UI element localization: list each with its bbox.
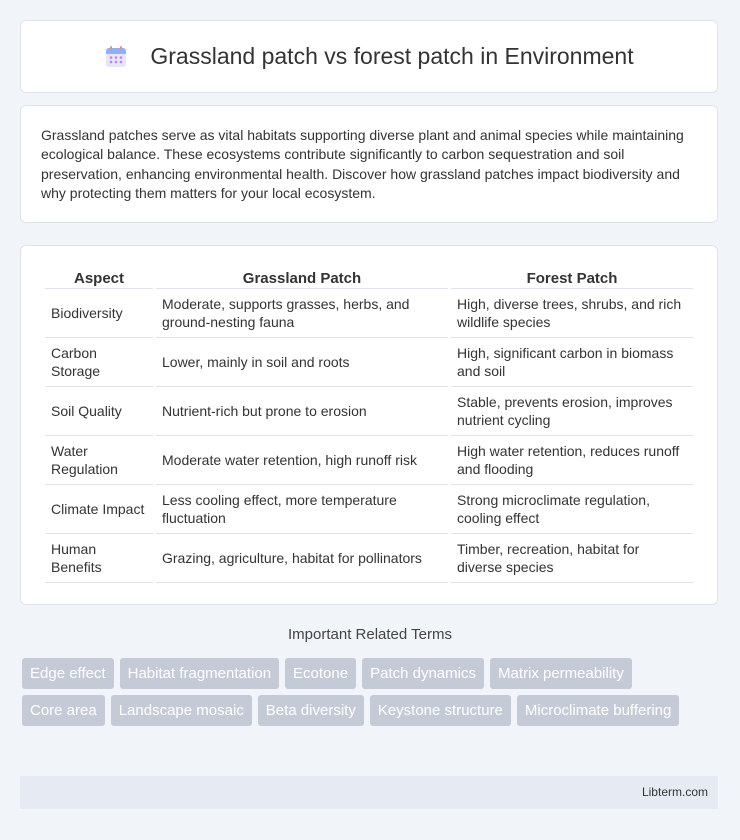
intro-text: Grassland patches serve as vital habitats supporting diverse plant and animal species while maintaining ecological balance. These ecosystems contribute significantly to carbon sequestration and soil preservation, enhancing environmental health. Discover how grassland patches impact biodiversity and why protecting them matters for your local ecosystem. [41, 127, 684, 201]
column-header-aspect: Aspect [45, 268, 153, 289]
header-card [20, 20, 718, 93]
calendar-icon [104, 45, 128, 69]
table-cell-grassland: Moderate, supports grasses, herbs, and ground-nesting fauna [156, 289, 448, 338]
column-header-grassland: Grassland Patch [156, 268, 448, 289]
table-cell-grassland: Less cooling effect, more temperature fluctuation [156, 485, 448, 534]
term-tag[interactable]: Microclimate buffering [517, 695, 679, 726]
term-tag[interactable]: Ecotone [285, 658, 356, 689]
table-cell-aspect: Climate Impact [45, 485, 153, 534]
table-cell-forest: High, significant carbon in biomass and soil [451, 338, 693, 387]
table-cell-grassland: Moderate water retention, high runoff risk [156, 436, 448, 485]
table-cell-forest: Strong microclimate regulation, cooling effect [451, 485, 693, 534]
term-tag[interactable]: Beta diversity [258, 695, 364, 726]
term-tag[interactable]: Patch dynamics [362, 658, 484, 689]
footer-site-link[interactable]: Libterm.com [641, 785, 708, 799]
table-cell-aspect: Biodiversity [45, 289, 153, 338]
table-row [45, 289, 693, 338]
table-row [45, 436, 693, 485]
comparison-table-card [20, 245, 718, 605]
table-cell-forest: High water retention, reduces runoff and flooding [451, 436, 693, 485]
table-cell-grassland: Lower, mainly in soil and roots [156, 338, 448, 387]
footer [20, 776, 718, 809]
table-cell-aspect: Water Regulation [45, 436, 153, 485]
page-title: Grassland patch vs forest patch in Environment [150, 43, 634, 69]
term-tag[interactable]: Landscape mosaic [111, 695, 252, 726]
table-cell-grassland: Nutrient-rich but prone to erosion [156, 387, 448, 436]
intro-card [20, 105, 718, 223]
table-header-row [45, 268, 693, 289]
table-row [45, 485, 693, 534]
term-tag[interactable]: Core area [22, 695, 105, 726]
table-cell-grassland: Grazing, agriculture, habitat for pollinators [156, 534, 448, 583]
table-cell-forest: Timber, recreation, habitat for diverse species [451, 534, 693, 583]
table-cell-aspect: Human Benefits [45, 534, 153, 583]
table-row [45, 338, 693, 387]
term-tag[interactable]: Habitat fragmentation [120, 658, 279, 689]
term-tag[interactable]: Edge effect [22, 658, 114, 689]
comparison-table [42, 268, 696, 583]
table-cell-forest: High, diverse trees, shrubs, and rich wildlife species [451, 289, 693, 338]
column-header-forest: Forest Patch [451, 268, 693, 289]
related-terms-list [22, 658, 722, 732]
term-tag[interactable]: Matrix permeability [490, 658, 632, 689]
table-cell-forest: Stable, prevents erosion, improves nutrient cycling [451, 387, 693, 436]
related-terms-heading: Important Related Terms [288, 626, 452, 643]
table-cell-aspect: Soil Quality [45, 387, 153, 436]
term-tag[interactable]: Keystone structure [370, 695, 511, 726]
table-row [45, 387, 693, 436]
table-cell-aspect: Carbon Storage [45, 338, 153, 387]
table-row [45, 534, 693, 583]
